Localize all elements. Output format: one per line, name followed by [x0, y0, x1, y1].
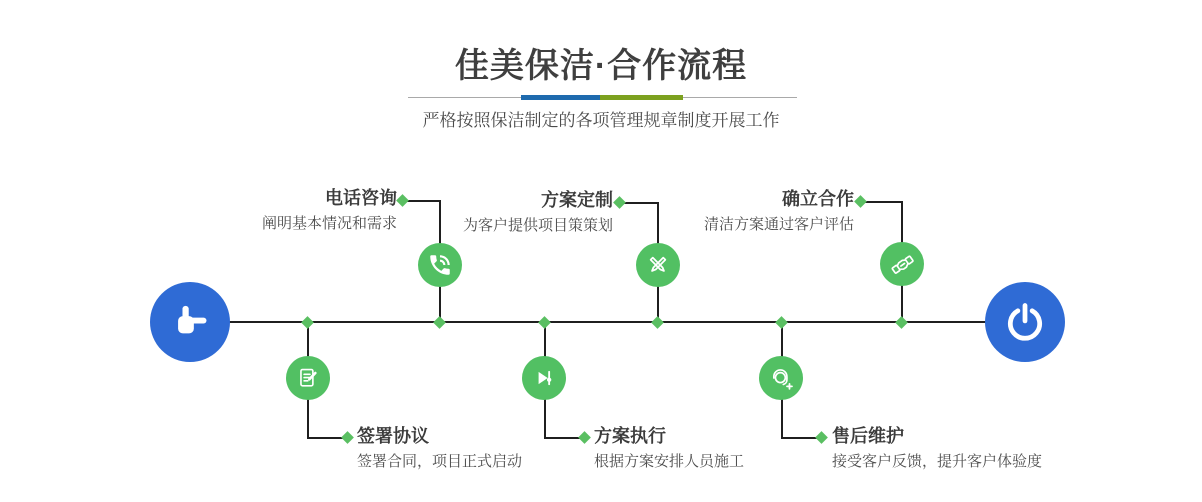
step-desc: 阐明基本情况和需求 — [261, 215, 397, 232]
label-diamond-node — [341, 431, 354, 444]
divider-blue-segment — [521, 95, 600, 100]
step-desc: 签署合同，项目正式启动 — [357, 453, 523, 470]
phone-icon — [427, 252, 453, 278]
step-title: 方案定制 — [541, 190, 613, 210]
step-title: 方案执行 — [594, 426, 666, 446]
label-diamond-node — [396, 194, 409, 207]
step-label-aftersales — [832, 426, 1042, 472]
timeline-main-line — [228, 321, 988, 323]
step-label-cooperation — [704, 189, 854, 235]
headset-plus-icon — [768, 365, 795, 392]
connector-line — [861, 201, 902, 203]
power-icon — [1003, 300, 1047, 344]
step-label-phone — [262, 188, 397, 234]
timeline-diamond-node — [775, 316, 788, 329]
timeline-diamond-node — [433, 316, 446, 329]
label-diamond-node — [578, 431, 591, 444]
label-diamond-node — [815, 431, 828, 444]
hand-pointing-right-icon — [168, 300, 212, 344]
step-desc: 清洁方案通过客户评估 — [703, 216, 854, 233]
step-label-execution — [594, 426, 744, 472]
step-node-contract — [286, 356, 330, 400]
step-node-plan — [636, 243, 680, 287]
step-node-aftersales — [759, 356, 803, 400]
step-label-contract — [357, 426, 522, 472]
step-title: 确立合作 — [782, 189, 854, 209]
step-title: 签署协议 — [357, 426, 429, 446]
step-node-phone — [418, 243, 462, 287]
divider-green-segment — [600, 95, 683, 100]
step-title: 电话咨询 — [325, 188, 397, 208]
page-title: 佳美保洁·合作流程 — [454, 47, 748, 85]
timeline-diamond-node — [301, 316, 314, 329]
label-diamond-node — [613, 196, 626, 209]
timeline-diamond-node — [895, 316, 908, 329]
step-desc: 根据方案安排人员施工 — [594, 453, 745, 470]
step-label-plan — [463, 190, 613, 236]
end-node — [985, 282, 1065, 362]
handshake-icon — [889, 251, 916, 278]
label-diamond-node — [854, 195, 867, 208]
page-subtitle: 严格按照保洁制定的各项管理规章制度开展工作 — [422, 111, 780, 130]
connector-line — [544, 437, 582, 439]
crossed-pens-icon — [645, 252, 671, 278]
timeline-diamond-node — [538, 316, 551, 329]
timeline-diamond-node — [651, 316, 664, 329]
step-node-execution — [522, 356, 566, 400]
start-node — [150, 282, 230, 362]
step-node-cooperation — [880, 242, 924, 286]
step-desc: 接受客户反馈，提升客户体验度 — [832, 453, 1043, 470]
step-desc: 为客户提供项目策策划 — [462, 217, 613, 234]
step-title: 售后维护 — [832, 426, 904, 446]
connector-line — [307, 437, 345, 439]
document-pencil-icon — [295, 365, 321, 391]
connector-line — [781, 437, 819, 439]
play-marker-icon — [531, 365, 557, 391]
